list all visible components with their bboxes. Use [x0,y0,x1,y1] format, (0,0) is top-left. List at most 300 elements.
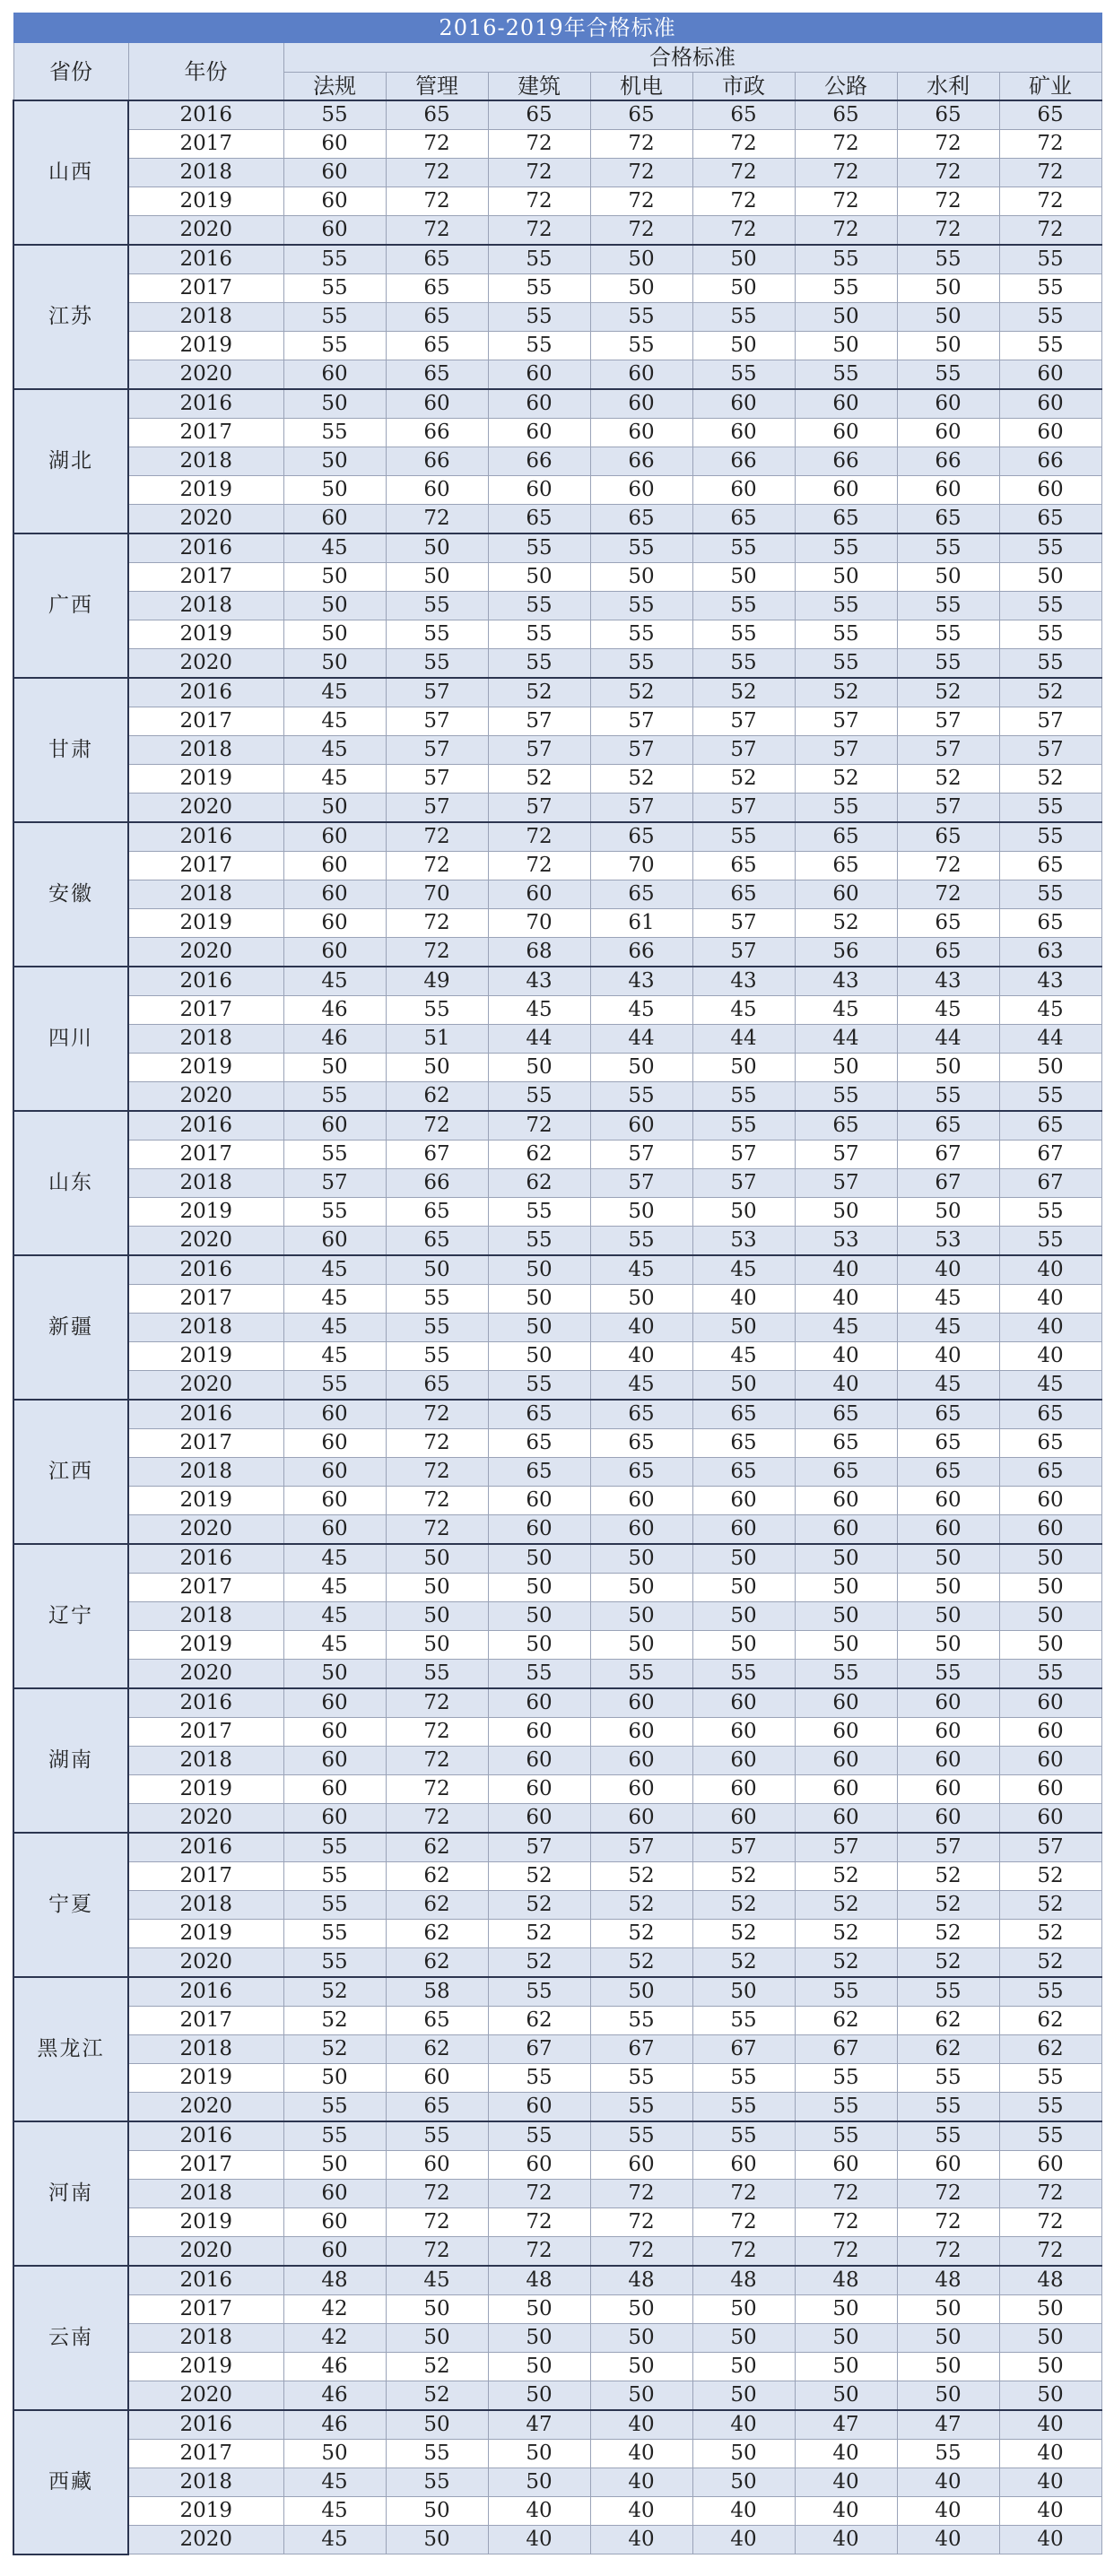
score-cell: 60 [795,1487,897,1515]
table-row [13,2237,1101,2267]
score-cell: 52 [386,2353,488,2381]
table-row [13,1602,1101,1631]
score-cell: 50 [590,2324,692,2353]
score-cell: 55 [386,1660,488,1689]
score-cell: 72 [386,2208,488,2237]
subject-header: 矿业 [999,73,1101,101]
score-cell: 60 [283,159,386,187]
score-cell: 50 [795,1574,897,1602]
score-cell: 55 [692,2007,795,2035]
score-cell: 50 [488,1544,590,1574]
table-row [13,130,1101,159]
score-cell: 70 [488,909,590,938]
score-cell: 45 [283,1631,386,1660]
table-row [13,2526,1101,2554]
score-cell: 60 [795,1688,897,1718]
table-row [13,1082,1101,1112]
score-cell: 57 [590,1833,692,1862]
score-cell: 72 [386,1400,488,1429]
score-cell: 55 [488,274,590,303]
table-row [13,852,1101,880]
table-row [13,1111,1101,1141]
score-cell: 55 [386,649,488,679]
score-cell: 55 [488,1198,590,1227]
score-cell: 67 [897,1141,999,1169]
score-cell: 52 [795,1862,897,1891]
year-cell: 2018 [128,1314,283,1342]
score-cell: 60 [692,419,795,447]
score-cell: 55 [692,649,795,679]
score-cell: 55 [999,794,1101,823]
score-cell: 65 [386,360,488,390]
score-cell: 52 [897,1948,999,1978]
year-cell: 2016 [128,1977,283,2007]
score-cell: 55 [283,332,386,360]
score-cell: 57 [386,707,488,736]
year-cell: 2020 [128,1948,283,1978]
score-cell: 40 [999,2410,1101,2440]
score-cell: 40 [692,1285,795,1314]
score-cell: 55 [692,1660,795,1689]
score-cell: 47 [795,2410,897,2440]
score-cell: 55 [283,274,386,303]
score-cell: 65 [386,303,488,332]
score-cell: 72 [590,159,692,187]
score-cell: 67 [999,1141,1101,1169]
score-cell: 60 [488,2151,590,2180]
score-cell: 60 [999,476,1101,505]
score-cell: 57 [999,736,1101,765]
score-cell: 50 [897,1602,999,1631]
score-cell: 55 [692,360,795,390]
score-cell: 60 [692,1747,795,1775]
score-cell: 66 [692,447,795,476]
score-cell: 47 [488,2410,590,2440]
table-row [13,1198,1101,1227]
score-cell: 65 [999,852,1101,880]
table-row [13,1515,1101,1545]
province-cell: 新疆 [13,1255,128,1400]
score-cell: 52 [386,2381,488,2411]
year-cell: 2019 [128,620,283,649]
score-cell: 55 [283,1833,386,1862]
province-cell: 四川 [13,967,128,1111]
score-cell: 43 [590,967,692,996]
score-cell: 52 [999,1891,1101,1920]
score-cell: 55 [897,533,999,563]
score-cell: 60 [283,938,386,967]
score-cell: 50 [283,592,386,620]
score-cell: 65 [692,1429,795,1458]
score-cell: 60 [283,2237,386,2267]
score-cell: 52 [692,1862,795,1891]
score-cell: 55 [897,649,999,679]
year-cell: 2019 [128,187,283,216]
score-cell: 53 [897,1227,999,1256]
score-cell: 57 [488,1833,590,1862]
year-cell: 2016 [128,1111,283,1141]
year-cell: 2016 [128,822,283,852]
score-cell: 72 [386,1775,488,1804]
table-row [13,1631,1101,1660]
score-cell: 65 [795,822,897,852]
score-cell: 60 [283,1775,386,1804]
table-row [13,794,1101,823]
score-cell: 55 [590,1660,692,1689]
score-cell: 55 [283,1141,386,1169]
score-cell: 72 [590,187,692,216]
score-cell: 72 [386,1458,488,1487]
score-cell: 65 [692,1458,795,1487]
score-cell: 60 [999,1515,1101,1545]
score-cell: 65 [795,852,897,880]
score-cell: 60 [590,1775,692,1804]
year-cell: 2020 [128,1660,283,1689]
score-cell: 65 [386,1371,488,1401]
year-cell: 2018 [128,447,283,476]
score-cell: 50 [692,1054,795,1082]
table-row [13,1804,1101,1834]
year-cell: 2020 [128,505,283,534]
table-row [13,2151,1101,2180]
score-cell: 45 [283,2468,386,2497]
table-row [13,419,1101,447]
score-cell: 55 [590,2093,692,2122]
table-row [13,1342,1101,1371]
standards-table [13,13,1102,2555]
score-cell: 72 [999,2180,1101,2208]
score-cell: 72 [795,2208,897,2237]
score-cell: 65 [795,1458,897,1487]
score-cell: 62 [386,1082,488,1112]
score-cell: 50 [386,1054,488,1082]
score-cell: 40 [795,2440,897,2468]
score-cell: 50 [795,1198,897,1227]
score-cell: 55 [283,1082,386,1112]
score-cell: 55 [795,245,897,274]
score-cell: 65 [590,1400,692,1429]
score-cell: 50 [795,1631,897,1660]
score-cell: 65 [999,909,1101,938]
score-cell: 44 [795,1025,897,1054]
score-cell: 60 [795,419,897,447]
score-cell: 60 [590,1718,692,1747]
table-row [13,1948,1101,1978]
score-cell: 50 [897,2324,999,2353]
table-row [13,563,1101,592]
score-cell: 72 [488,2237,590,2267]
score-cell: 60 [283,2180,386,2208]
score-cell: 55 [488,1082,590,1112]
score-cell: 60 [897,476,999,505]
score-cell: 72 [692,216,795,246]
score-cell: 50 [590,1285,692,1314]
table-row [13,216,1101,246]
table-row [13,1371,1101,1401]
year-header: 年份 [128,43,283,101]
score-cell: 72 [897,187,999,216]
score-cell: 45 [283,1255,386,1285]
score-cell: 45 [897,996,999,1025]
score-cell: 40 [795,1371,897,1401]
subject-header: 管理 [386,73,488,101]
score-cell: 51 [386,1025,488,1054]
score-cell: 52 [897,1891,999,1920]
score-cell: 40 [795,1255,897,1285]
score-cell: 72 [386,187,488,216]
score-cell: 72 [488,187,590,216]
score-cell: 60 [386,2064,488,2093]
score-cell: 60 [590,389,692,419]
province-header: 省份 [13,43,128,101]
score-cell: 60 [999,1804,1101,1834]
score-cell: 65 [897,100,999,130]
table-row [13,649,1101,679]
score-cell: 40 [999,2526,1101,2554]
table-row [13,2121,1101,2151]
table-row [13,1458,1101,1487]
score-cell: 57 [590,1169,692,1198]
score-cell: 72 [999,159,1101,187]
score-cell: 66 [488,447,590,476]
score-cell: 72 [386,216,488,246]
table-row [13,967,1101,996]
table-row [13,2208,1101,2237]
score-cell: 65 [692,505,795,534]
year-cell: 2018 [128,303,283,332]
score-cell: 50 [999,1574,1101,1602]
score-cell: 65 [386,1227,488,1256]
year-cell: 2016 [128,1833,283,1862]
score-cell: 55 [999,649,1101,679]
table-row [13,938,1101,967]
score-cell: 60 [897,1718,999,1747]
year-cell: 2018 [128,1602,283,1631]
score-cell: 57 [386,794,488,823]
province-cell: 西藏 [13,2410,128,2554]
table-row [13,2440,1101,2468]
year-cell: 2018 [128,736,283,765]
score-cell: 45 [897,1371,999,1401]
table-row [13,2410,1101,2440]
score-cell: 65 [692,1400,795,1429]
score-cell: 57 [795,707,897,736]
score-cell: 50 [488,1285,590,1314]
score-cell: 52 [897,1862,999,1891]
score-cell: 50 [692,2353,795,2381]
score-cell: 55 [999,533,1101,563]
year-cell: 2016 [128,1400,283,1429]
score-cell: 50 [283,2440,386,2468]
score-cell: 50 [999,1544,1101,1574]
score-cell: 60 [999,2151,1101,2180]
score-cell: 45 [795,1314,897,1342]
score-cell: 57 [590,1141,692,1169]
score-cell: 55 [795,1660,897,1689]
table-row [13,1574,1101,1602]
score-cell: 72 [692,2208,795,2237]
score-cell: 65 [386,2007,488,2035]
score-cell: 65 [897,822,999,852]
score-cell: 52 [488,678,590,707]
score-cell: 72 [795,216,897,246]
score-cell: 60 [488,476,590,505]
score-cell: 72 [386,505,488,534]
year-cell: 2018 [128,1747,283,1775]
table-row [13,1660,1101,1689]
score-cell: 44 [999,1025,1101,1054]
score-cell: 62 [999,2007,1101,2035]
score-cell: 55 [897,2440,999,2468]
score-cell: 65 [590,822,692,852]
score-cell: 55 [999,880,1101,909]
table-row [13,996,1101,1025]
score-cell: 40 [897,1255,999,1285]
year-cell: 2017 [128,563,283,592]
score-cell: 57 [590,736,692,765]
year-cell: 2019 [128,1342,283,1371]
score-cell: 45 [692,1255,795,1285]
score-cell: 55 [283,1948,386,1978]
year-cell: 2016 [128,245,283,274]
score-cell: 55 [897,1660,999,1689]
score-cell: 44 [692,1025,795,1054]
year-cell: 2018 [128,2468,283,2497]
score-cell: 40 [692,2410,795,2440]
score-cell: 45 [488,996,590,1025]
score-cell: 50 [692,1977,795,2007]
year-cell: 2016 [128,533,283,563]
table-body [13,100,1101,2554]
score-cell: 50 [488,2353,590,2381]
score-cell: 68 [488,938,590,967]
score-cell: 55 [386,1285,488,1314]
score-cell: 72 [488,852,590,880]
score-cell: 55 [590,1082,692,1112]
score-cell: 60 [283,216,386,246]
score-cell: 40 [999,1285,1101,1314]
year-cell: 2019 [128,1920,283,1948]
score-cell: 42 [283,2324,386,2353]
score-cell: 52 [999,678,1101,707]
score-cell: 55 [999,1198,1101,1227]
score-cell: 40 [795,2526,897,2554]
score-cell: 55 [692,592,795,620]
score-cell: 60 [283,360,386,390]
score-cell: 55 [488,1371,590,1401]
score-cell: 50 [692,2468,795,2497]
score-cell: 45 [590,996,692,1025]
score-cell: 55 [488,620,590,649]
score-cell: 57 [897,1833,999,1862]
year-cell: 2020 [128,794,283,823]
score-cell: 72 [897,2208,999,2237]
score-cell: 65 [897,1111,999,1141]
table-row [13,765,1101,794]
score-cell: 55 [590,1227,692,1256]
score-cell: 43 [999,967,1101,996]
score-cell: 40 [590,1342,692,1371]
score-cell: 62 [999,2035,1101,2064]
year-cell: 2017 [128,852,283,880]
table-row [13,332,1101,360]
score-cell: 48 [692,2266,795,2295]
score-cell: 55 [488,1660,590,1689]
score-cell: 60 [488,880,590,909]
year-cell: 2020 [128,2381,283,2411]
score-cell: 57 [692,1141,795,1169]
year-cell: 2018 [128,2035,283,2064]
score-cell: 55 [999,1082,1101,1112]
score-cell: 45 [999,996,1101,1025]
score-cell: 60 [488,1487,590,1515]
score-cell: 40 [999,1342,1101,1371]
score-cell: 50 [897,1631,999,1660]
score-cell: 60 [590,360,692,390]
year-cell: 2020 [128,1804,283,1834]
year-cell: 2018 [128,592,283,620]
score-cell: 72 [386,1688,488,1718]
year-cell: 2018 [128,1891,283,1920]
score-cell: 60 [897,1775,999,1804]
score-cell: 65 [386,100,488,130]
score-cell: 50 [795,332,897,360]
score-cell: 57 [692,707,795,736]
score-cell: 52 [999,1862,1101,1891]
table-row [13,1487,1101,1515]
score-cell: 55 [999,274,1101,303]
score-cell: 40 [795,2468,897,2497]
score-cell: 60 [795,1515,897,1545]
score-cell: 57 [692,938,795,967]
score-cell: 58 [386,1977,488,2007]
score-cell: 72 [488,216,590,246]
score-cell: 65 [999,505,1101,534]
score-cell: 57 [897,794,999,823]
score-cell: 72 [999,2237,1101,2267]
score-cell: 72 [795,130,897,159]
score-cell: 40 [590,2410,692,2440]
table-row [13,2324,1101,2353]
table-row [13,476,1101,505]
score-cell: 50 [488,2440,590,2468]
score-cell: 55 [795,649,897,679]
score-cell: 40 [897,2526,999,2554]
score-cell: 43 [488,967,590,996]
score-cell: 65 [386,245,488,274]
score-cell: 63 [999,938,1101,967]
score-cell: 60 [999,1688,1101,1718]
score-cell: 55 [283,303,386,332]
year-cell: 2020 [128,1515,283,1545]
score-cell: 55 [795,1977,897,2007]
score-cell: 57 [692,736,795,765]
score-cell: 65 [488,1429,590,1458]
score-cell: 72 [999,2208,1101,2237]
score-cell: 50 [488,1255,590,1285]
table-row [13,909,1101,938]
score-cell: 55 [692,2121,795,2151]
score-cell: 42 [283,2295,386,2324]
score-cell: 52 [488,1862,590,1891]
score-cell: 65 [590,1458,692,1487]
score-cell: 62 [488,2007,590,2035]
score-cell: 60 [795,1804,897,1834]
score-cell: 60 [283,1747,386,1775]
score-cell: 48 [590,2266,692,2295]
score-cell: 60 [692,1487,795,1515]
score-cell: 65 [897,1429,999,1458]
